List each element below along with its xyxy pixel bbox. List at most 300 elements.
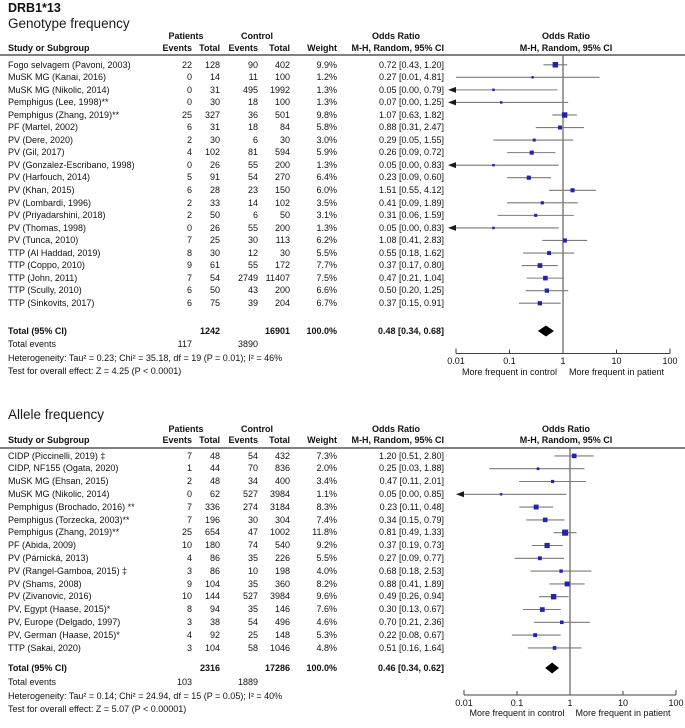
- weight-value: 5.3%: [316, 629, 337, 640]
- patients-events: 10: [181, 540, 192, 551]
- header-rule: [0, 54, 685, 56]
- summary-diamond: [538, 326, 554, 337]
- axis-tick-label: 0.01: [455, 697, 473, 708]
- study-label: CIDP, NF155 (Ogata, 2020): [8, 463, 119, 474]
- weight-value: 8.3%: [316, 501, 337, 512]
- weight-value: 3.0%: [316, 134, 337, 145]
- or-marker: [531, 76, 533, 78]
- patients-events: 6: [186, 285, 192, 296]
- control-total: 146: [274, 604, 290, 615]
- axis-tick-label: 10: [617, 697, 629, 708]
- total-events-control: 3890: [237, 339, 258, 349]
- or-marker: [562, 112, 567, 117]
- weight-value: 6.4%: [316, 172, 337, 183]
- patients-total: 327: [204, 109, 220, 120]
- patients-total: 33: [209, 197, 220, 208]
- control-total: 1002: [269, 527, 290, 538]
- study-label: TTP (Coppo, 2010): [8, 260, 85, 271]
- or-marker: [545, 289, 549, 293]
- ci-text: 1.20 [0.51, 2.80]: [378, 450, 444, 461]
- study-label: Fogo selvagem (Pavoni, 2003): [8, 59, 131, 70]
- axis-tick-label: 10: [611, 356, 622, 366]
- control-group-header: Control: [241, 424, 273, 434]
- ci-text: 0.23 [0.11, 0.48]: [379, 501, 444, 512]
- ci-text: 0.37 [0.19, 0.73]: [378, 540, 444, 551]
- weight-value: 1.3%: [316, 159, 337, 170]
- patients-total: 30: [209, 97, 220, 108]
- patients-events: 6: [186, 185, 192, 195]
- ci-text: 0.27 [0.09, 0.77]: [378, 552, 444, 563]
- ci-text: 1.07 [0.63, 1.82]: [378, 109, 444, 120]
- patients-events: 0: [186, 222, 192, 233]
- control-events: 54: [247, 616, 258, 627]
- left-arrow: [448, 99, 456, 105]
- patients-events: 8: [186, 604, 192, 615]
- weight-value: 1.1%: [316, 488, 337, 499]
- heterogeneity-text: Heterogeneity: Tau² = 0.14; Chi² = 24.94, df = 15 (P = 0.05); I² = 40%: [8, 691, 283, 701]
- study-label: PV (Tunca, 2010): [8, 235, 79, 246]
- ci-text: 0.37 [0.17, 0.80]: [378, 260, 444, 271]
- or-marker: [538, 263, 543, 268]
- weight-header: Weight: [307, 42, 337, 53]
- weight-value: 9.9%: [316, 59, 337, 70]
- ci-text: 0.37 [0.15, 0.91]: [378, 297, 444, 308]
- total-patients: 1242: [199, 325, 220, 336]
- or-marker: [492, 89, 495, 92]
- or-marker: [558, 126, 562, 130]
- control-total-header: Total: [269, 435, 290, 445]
- or-marker: [551, 594, 556, 599]
- patients-events: 3: [186, 616, 192, 627]
- method-text-header: M-H, Random, 95% CI: [351, 42, 444, 53]
- axis-tick-label: 100: [662, 356, 678, 366]
- ci-text: 0.51 [0.16, 1.64]: [378, 642, 444, 653]
- total-label: Total (95% CI): [8, 325, 67, 336]
- or-marker: [541, 201, 544, 204]
- patients-events: 4: [186, 629, 192, 640]
- study-label: MuSK MG (Nikolic, 2014): [8, 84, 110, 95]
- method-text-header: M-H, Random, 95% CI: [351, 435, 444, 445]
- control-total: 200: [274, 159, 290, 170]
- control-events: 55: [247, 260, 258, 271]
- study-label: PF (Abida, 2009): [8, 540, 77, 551]
- weight-value: 2.0%: [316, 463, 337, 474]
- control-events: 35: [247, 604, 258, 615]
- patients-events: 6: [186, 122, 192, 133]
- patients-total: 48: [209, 476, 220, 487]
- or-marker: [565, 582, 570, 587]
- patients-events: 0: [186, 159, 192, 170]
- total-events-label: Total events: [8, 339, 57, 349]
- patients-events: 0: [186, 72, 192, 83]
- left-arrow: [448, 162, 456, 168]
- or-marker: [560, 621, 564, 625]
- study-label: Pemphigus (Brochado, 2016) **: [8, 501, 135, 512]
- ci-text: 0.22 [0.08, 0.67]: [378, 629, 444, 640]
- control-events: 14: [247, 197, 258, 208]
- control-events: 30: [247, 235, 258, 246]
- patients-events: 10: [181, 591, 192, 602]
- study-label: PV (Lombardi, 1996): [8, 197, 92, 208]
- ci-text: 0.31 [0.06, 1.59]: [378, 210, 444, 221]
- control-total: 1992: [269, 84, 290, 95]
- or-marker: [533, 139, 536, 142]
- patients-events-header: Events: [162, 435, 192, 445]
- control-events: 39: [247, 297, 258, 308]
- patients-total: 104: [204, 642, 220, 653]
- patients-events: 0: [186, 488, 192, 499]
- or-marker: [543, 518, 548, 523]
- control-events: 30: [247, 514, 258, 525]
- patients-events: 22: [181, 59, 192, 70]
- control-total: 113: [275, 235, 290, 246]
- study-label: PF (Martel, 2002): [8, 122, 79, 133]
- total-events-patients: 117: [177, 339, 192, 349]
- control-events: 55: [247, 159, 258, 170]
- or-marker: [545, 543, 550, 548]
- patients-events: 3: [186, 642, 192, 653]
- weight-value: 9.2%: [316, 540, 337, 551]
- control-events: 495: [242, 84, 258, 95]
- patients-total: 128: [204, 59, 220, 70]
- or-marker: [563, 238, 567, 242]
- weight-value: 4.0%: [316, 565, 337, 576]
- patients-events: 0: [186, 97, 192, 108]
- ci-text: 0.70 [0.21, 2.36]: [378, 616, 444, 627]
- ci-text: 0.50 [0.20, 1.25]: [378, 285, 444, 296]
- weight-value: 7.3%: [316, 450, 337, 461]
- control-total: 270: [274, 172, 290, 183]
- patients-total: 94: [209, 604, 220, 615]
- patients-total: 196: [204, 514, 220, 525]
- control-events: 36: [247, 109, 258, 120]
- total-events-patients: 103: [176, 677, 192, 687]
- ci-text: 0.05 [0.00, 0.83]: [378, 159, 444, 170]
- control-total: 3184: [269, 501, 290, 512]
- patients-total: 26: [209, 159, 220, 170]
- or-marker: [553, 646, 557, 650]
- ci-text: 0.55 [0.18, 1.62]: [378, 247, 444, 258]
- total-patients: 2316: [199, 662, 220, 673]
- or-marker: [534, 214, 537, 217]
- patients-total: 50: [209, 210, 220, 221]
- control-total: 360: [274, 578, 290, 589]
- control-events: 25: [247, 629, 258, 640]
- control-events: 6: [252, 134, 258, 145]
- weight-value: 4.6%: [316, 616, 337, 627]
- weight-value: 6.0%: [316, 185, 337, 195]
- patients-total: 75: [209, 297, 220, 308]
- study-label: PV (Dere, 2020): [8, 134, 74, 145]
- weight-value: 8.2%: [316, 578, 337, 589]
- control-events: 90: [247, 59, 258, 70]
- patients-total: 62: [209, 488, 220, 499]
- control-total: 594: [274, 147, 290, 158]
- study-label: PV (Shams, 2008): [8, 578, 82, 589]
- weight-value: 7.6%: [316, 604, 337, 615]
- or-marker: [538, 301, 542, 305]
- patients-total: 104: [204, 578, 220, 589]
- control-total: 836: [274, 463, 290, 474]
- study-label: PV (Thomas, 1998): [8, 222, 87, 233]
- left-arrow: [448, 225, 456, 231]
- weight-value: 5.9%: [316, 147, 337, 158]
- axis-right-label: More frequent in patient: [568, 366, 665, 377]
- total-control: 16901: [264, 325, 290, 336]
- patients-events: 7: [186, 272, 192, 283]
- study-label: PV, German (Haase, 2015)*: [8, 629, 120, 640]
- patients-events: 7: [186, 235, 192, 246]
- axis-tick-label: 1: [560, 356, 566, 366]
- control-total: 84: [279, 122, 290, 133]
- patients-events: 7: [186, 501, 192, 512]
- or-marker: [537, 467, 540, 470]
- control-total: 198: [274, 565, 290, 576]
- total-weight: 100.0%: [306, 325, 337, 336]
- patients-total: 48: [209, 450, 220, 461]
- control-events: 23: [247, 185, 258, 195]
- study-label: PV (Gil, 2017): [8, 147, 65, 158]
- control-total: 102: [274, 197, 290, 208]
- study-column-header: Study or Subgroup: [8, 435, 90, 445]
- patients-total-header: Total: [199, 42, 220, 53]
- control-events: 527: [242, 591, 258, 602]
- ci-text: 0.27 [0.01, 4.81]: [378, 72, 444, 83]
- patients-events: 3: [186, 565, 192, 576]
- control-total: 172: [274, 260, 290, 271]
- method-plot-header: M-H, Random, 95% CI: [519, 435, 613, 445]
- patients-total: 86: [209, 565, 220, 576]
- weight-value: 5.8%: [316, 122, 337, 133]
- control-events: 74: [247, 540, 258, 551]
- or-marker: [492, 227, 495, 230]
- weight-value: 6.7%: [316, 297, 337, 308]
- weight-value: 6.2%: [316, 235, 337, 246]
- patients-events: 2: [186, 197, 192, 208]
- weight-value: 11.8%: [312, 527, 337, 538]
- control-total: 432: [274, 450, 290, 461]
- control-events: 81: [247, 147, 258, 158]
- ci-text: 1.08 [0.41, 2.83]: [378, 235, 444, 246]
- control-total: 150: [274, 185, 290, 195]
- total-ci-text: 0.46 [0.34, 0.62]: [377, 662, 444, 673]
- study-label: Pemphigus (Lee, 1998)**: [8, 97, 109, 108]
- or-marker: [572, 454, 577, 459]
- weight-value: 6.6%: [316, 285, 337, 296]
- total-ci-text: 0.48 [0.34, 0.68]: [377, 325, 444, 336]
- study-label: PV, Europe (Delgado, 1997): [8, 616, 121, 627]
- study-label: CIDP (Piccinelli, 2019) ‡: [8, 450, 106, 461]
- patients-total: 28: [209, 185, 220, 195]
- control-events: 12: [247, 247, 258, 258]
- control-events: 58: [247, 642, 258, 653]
- or-marker: [543, 276, 548, 281]
- total-label: Total (95% CI): [8, 662, 67, 673]
- axis-tick-label: 0.1: [510, 697, 524, 708]
- panel-title: Genotype frequency: [8, 16, 130, 31]
- weight-value: 9.6%: [316, 591, 337, 602]
- ci-text: 0.88 [0.41, 1.89]: [378, 578, 444, 589]
- study-column-header: Study or Subgroup: [8, 42, 90, 53]
- patients-total: 31: [209, 122, 220, 133]
- patients-events: 2: [186, 476, 192, 487]
- patients-total: 30: [209, 134, 220, 145]
- ci-text: 0.26 [0.09, 0.72]: [378, 147, 444, 158]
- study-label: PV (Rangel-Gamboa, 2015) ‡: [8, 565, 128, 576]
- or-marker: [527, 176, 531, 180]
- or-marker: [553, 62, 559, 68]
- patients-total: 44: [209, 463, 220, 474]
- odds-ratio-plot-header: Odds Ratio: [541, 31, 591, 41]
- study-label: PV, Egypt (Haase, 2015)*: [8, 604, 111, 615]
- or-marker: [533, 633, 537, 637]
- control-total: 11407: [265, 272, 290, 283]
- control-events: 527: [242, 488, 258, 499]
- control-events-header: Events: [228, 42, 258, 53]
- patients-group-header: Patients: [168, 31, 204, 41]
- study-label: TTP (Al Haddad, 2019): [8, 247, 101, 258]
- left-arrow: [456, 491, 464, 497]
- patients-events: 2: [186, 134, 192, 145]
- axis-tick-label: 0.1: [503, 356, 516, 366]
- ci-text: 0.05 [0.00, 0.85]: [378, 488, 444, 499]
- ci-text: 0.34 [0.15, 0.79]: [378, 514, 444, 525]
- patients-total: 86: [209, 552, 220, 563]
- ci-text: 0.68 [0.18, 2.53]: [378, 565, 444, 576]
- weight-value: 7.5%: [316, 272, 337, 283]
- weight-value: 3.1%: [316, 210, 337, 221]
- total-events-label: Total events: [8, 677, 57, 687]
- axis-tick-label: 100: [668, 697, 684, 708]
- ci-text: 0.05 [0.00, 0.79]: [378, 84, 444, 95]
- patients-events: 9: [186, 578, 192, 589]
- control-events-header: Events: [228, 435, 258, 445]
- study-label: PV (Párnická, 2013): [8, 552, 89, 563]
- control-total: 204: [274, 297, 290, 308]
- control-events: 54: [247, 450, 258, 461]
- method-plot-header: M-H, Random, 95% CI: [519, 42, 613, 53]
- control-total: 501: [274, 109, 290, 120]
- overall-effect-text: Test for overall effect: Z = 4.25 (P < 0.0001): [8, 365, 182, 376]
- control-events: 70: [247, 463, 258, 474]
- control-total: 540: [274, 540, 290, 551]
- overall-effect-text: Test for overall effect: Z = 5.07 (P < 0.00001): [8, 704, 187, 714]
- control-total: 1046: [269, 642, 290, 653]
- or-marker: [547, 251, 551, 255]
- patients-group-header: Patients: [168, 424, 204, 434]
- weight-value: 7.7%: [316, 260, 337, 271]
- left-arrow: [448, 87, 456, 93]
- allele-frequency-panel: [0, 404, 685, 728]
- study-label: PV (Priyadarshini, 2018): [8, 210, 106, 221]
- weight-value: 1.3%: [316, 222, 337, 233]
- weight-value: 3.4%: [316, 476, 337, 487]
- control-total: 148: [274, 629, 290, 640]
- patients-total: 654: [204, 527, 220, 538]
- study-label: MuSK MG (Ehsan, 2015): [8, 476, 109, 487]
- study-label: Pemphigus (Zhang, 2019)**: [8, 109, 120, 120]
- or-marker: [492, 164, 495, 167]
- patients-total: 91: [209, 172, 220, 183]
- ci-text: 0.81 [0.49, 1.33]: [378, 527, 444, 538]
- control-events: 18: [247, 122, 258, 133]
- patients-total-header: Total: [199, 435, 220, 445]
- ci-text: 0.25 [0.03, 1.88]: [378, 463, 444, 474]
- weight-value: 5.5%: [316, 552, 337, 563]
- patients-total: 30: [209, 247, 220, 258]
- control-total: 30: [279, 134, 290, 145]
- ci-text: 0.05 [0.00, 0.83]: [378, 222, 444, 233]
- control-events: 11: [248, 72, 258, 83]
- weight-value: 1.3%: [316, 84, 337, 95]
- control-total: 402: [274, 59, 290, 70]
- weight-header: Weight: [307, 435, 337, 445]
- study-label: PV (Khan, 2015): [8, 185, 75, 195]
- control-total: 200: [274, 222, 290, 233]
- control-events: 2749: [237, 272, 258, 283]
- patients-total: 14: [209, 72, 220, 83]
- axis-tick-label: 0.01: [447, 356, 465, 366]
- study-label: Pemphigus (Zhang, 2019)**: [8, 527, 120, 538]
- total-events-control: 1889: [237, 677, 258, 687]
- control-events: 35: [247, 552, 258, 563]
- ci-text: 0.23 [0.09, 0.60]: [378, 172, 444, 183]
- study-label: TTP (Scully, 2010): [8, 285, 82, 296]
- control-events: 10: [247, 565, 258, 576]
- control-total: 50: [279, 210, 290, 221]
- or-marker: [500, 101, 503, 104]
- patients-total: 25: [209, 235, 220, 246]
- study-label: PV (Harfouch, 2014): [8, 172, 91, 183]
- control-events: 274: [242, 501, 258, 512]
- or-marker: [500, 493, 502, 495]
- patients-events: 1: [186, 463, 192, 474]
- weight-value: 9.8%: [316, 109, 337, 120]
- study-label: TTP (Sinkovits, 2017): [8, 297, 95, 308]
- odds-ratio-text-header: Odds Ratio: [371, 31, 421, 41]
- patients-events: 5: [186, 172, 192, 183]
- control-total: 200: [274, 285, 290, 296]
- or-marker: [571, 188, 575, 192]
- control-events: 34: [247, 476, 258, 487]
- control-total: 3984: [269, 591, 290, 602]
- control-events: 6: [252, 210, 258, 221]
- ci-text: 0.49 [0.26, 0.94]: [378, 591, 444, 602]
- axis-right-label: More frequent in patient: [575, 708, 671, 718]
- patients-total: 26: [209, 222, 220, 233]
- patients-total: 54: [209, 272, 220, 283]
- ci-text: 0.41 [0.09, 1.89]: [378, 197, 444, 208]
- study-label: PV (Zivanovic, 2016): [8, 591, 92, 602]
- study-label: MuSK MG (Kanai, 2016): [8, 72, 107, 83]
- control-total-header: Total: [269, 42, 290, 53]
- study-label: TTP (Sakai, 2020): [8, 642, 81, 653]
- ci-text: 0.88 [0.31, 2.47]: [378, 122, 444, 133]
- control-total: 100: [274, 97, 290, 108]
- axis-left-label: More frequent in control: [469, 708, 565, 718]
- total-weight: 100.0%: [306, 662, 337, 673]
- patients-events: 25: [181, 109, 192, 120]
- ci-text: 0.47 [0.11, 2.01]: [379, 476, 444, 487]
- heterogeneity-text: Heterogeneity: Tau² = 0.23; Chi² = 35.18, df = 19 (P = 0.01); I² = 46%: [8, 352, 283, 363]
- control-events: 55: [247, 222, 258, 233]
- or-marker: [562, 530, 568, 536]
- patients-total: 38: [209, 616, 220, 627]
- patients-total: 102: [204, 147, 220, 158]
- weight-value: 1.2%: [316, 72, 337, 83]
- odds-ratio-text-header: Odds Ratio: [371, 424, 421, 434]
- control-events: 43: [247, 285, 258, 296]
